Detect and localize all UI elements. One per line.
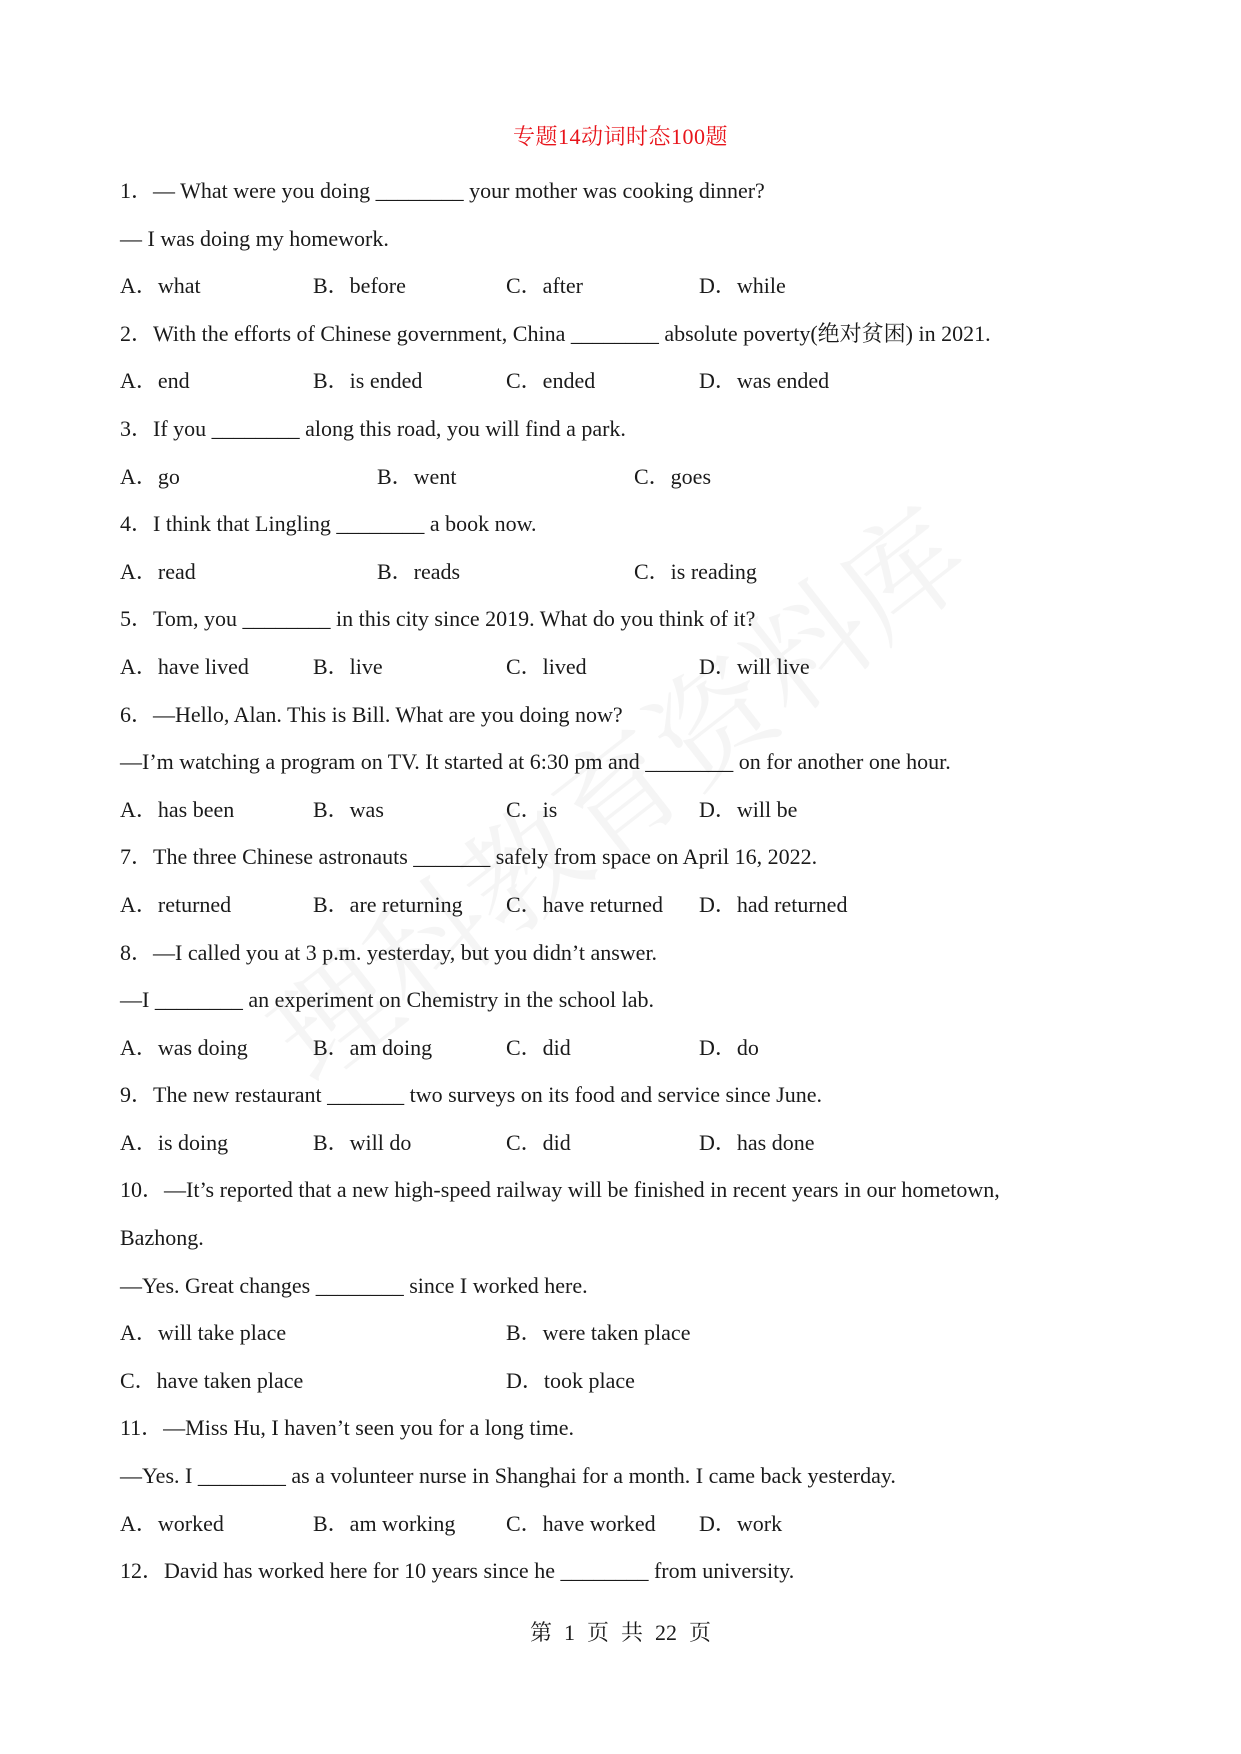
question-line: [120, 1214, 1130, 1262]
answer-option: C．have returned: [506, 891, 663, 917]
answer-option: C．have worked: [506, 1510, 656, 1536]
options-row: [120, 643, 1130, 691]
options-row: [120, 1500, 1130, 1548]
line-text: Bazhong.: [120, 1225, 204, 1251]
answer-option: C．is: [506, 796, 558, 822]
footer-page-number: 1: [563, 1620, 575, 1645]
question-line: [120, 976, 1130, 1024]
answer-option: D．will be: [699, 796, 798, 822]
page-title: 专题14动词时态100题: [512, 124, 728, 149]
answer-option: A．read: [120, 558, 196, 584]
line-text: 4．I think that Lingling ________ a book now.: [120, 511, 537, 537]
line-text: 12．David has worked here for 10 years since he ________ from university.: [120, 1558, 795, 1584]
answer-option: C．lived: [506, 653, 587, 679]
question-line: [120, 215, 1130, 263]
options-row: [120, 453, 1130, 501]
page-footer: [0, 1616, 1241, 1647]
answer-option: D．had returned: [699, 891, 848, 917]
answer-option: A．have lived: [120, 653, 249, 679]
answer-option: B．is ended: [313, 368, 423, 394]
question-line: [120, 405, 1130, 453]
answer-option: B．was: [313, 796, 384, 822]
answer-option: C．have taken place: [120, 1367, 304, 1393]
answer-option: A．is doing: [120, 1129, 229, 1155]
line-text: —I ________ an experiment on Chemistry in the school lab.: [120, 987, 655, 1013]
answer-option: C．after: [506, 273, 583, 299]
answer-option: B．will do: [313, 1129, 412, 1155]
options-row: [120, 548, 1130, 596]
answer-option: C．did: [506, 1129, 571, 1155]
line-text: —Yes. Great changes ________ since I worked here.: [120, 1272, 588, 1298]
answer-option: A．returned: [120, 891, 232, 917]
answer-option: C．did: [506, 1034, 571, 1060]
answer-option: C．ended: [506, 368, 596, 394]
options-row: [120, 357, 1130, 405]
question-line: [120, 738, 1130, 786]
footer-ye2: 页: [689, 1620, 712, 1645]
question-line: [120, 1262, 1130, 1310]
answer-option: C．is reading: [634, 558, 757, 584]
footer-di: 第: [529, 1620, 552, 1645]
answer-option: B．am working: [313, 1510, 456, 1536]
question-line: [120, 1071, 1130, 1119]
line-text: —I’m watching a program on TV. It started at 6:30 pm and ________ on for another one hour.: [120, 749, 951, 775]
answer-option: D．work: [699, 1510, 783, 1536]
answer-option: D．while: [699, 273, 786, 299]
line-text: 5．Tom, you ________ in this city since 2019. What do you think of it?: [120, 606, 756, 632]
answer-option: A．has been: [120, 796, 235, 822]
answer-option: B．reads: [377, 558, 461, 584]
answer-option: A．what: [120, 273, 201, 299]
answer-option: B．before: [313, 273, 406, 299]
line-text: 1．— What were you doing ________ your mother was cooking dinner?: [120, 178, 765, 203]
question-line: [120, 595, 1130, 643]
options-row: [120, 1024, 1130, 1072]
answer-option: D．will live: [699, 653, 810, 679]
question-line: [120, 691, 1130, 739]
options-row: [120, 262, 1130, 310]
options-row: [120, 1357, 1130, 1405]
footer-gong: 共: [621, 1620, 644, 1645]
answer-option: C．goes: [634, 463, 712, 489]
options-row: [120, 1309, 1130, 1357]
answer-option: B．went: [377, 463, 457, 489]
answer-option: D．has done: [699, 1129, 815, 1155]
question-line: [120, 1166, 1130, 1214]
answer-option: A．was doing: [120, 1034, 248, 1060]
question-line: [120, 310, 1130, 358]
answer-option: A．go: [120, 463, 180, 489]
question-line: [120, 1452, 1130, 1500]
question-list: [120, 167, 1130, 1595]
line-text: 7．The three Chinese astronauts _______ safely from space on April 16, 2022.: [120, 844, 818, 870]
answer-option: B．were taken place: [506, 1320, 691, 1346]
answer-option: D．took place: [506, 1367, 635, 1393]
line-text: 11．—Miss Hu, I haven’t seen you for a long time.: [120, 1415, 574, 1441]
question-line: [120, 1404, 1130, 1452]
question-line: [120, 500, 1130, 548]
line-text: 9．The new restaurant _______ two surveys on its food and service since June.: [120, 1082, 823, 1108]
question-line: [120, 833, 1130, 881]
answer-option: B．live: [313, 653, 383, 679]
answer-option: D．was ended: [699, 368, 830, 394]
answer-option: B．are returning: [313, 891, 463, 917]
answer-option: B．am doing: [313, 1034, 433, 1060]
answer-option: A．worked: [120, 1510, 224, 1536]
answer-option: D．do: [699, 1034, 759, 1060]
line-text: 6．—Hello, Alan. This is Bill. What are you doing now?: [120, 701, 623, 727]
answer-option: A．end: [120, 368, 190, 394]
answer-option: A．will take place: [120, 1320, 287, 1346]
options-row: [120, 786, 1130, 834]
footer-ye: 页: [586, 1620, 609, 1645]
line-text: — I was doing my homework.: [120, 225, 389, 251]
line-text: 10．—It’s reported that a new high-speed railway will be finished in recent years in our hometown,: [120, 1177, 1000, 1203]
line-text: 3．If you ________ along this road, you will find a park.: [120, 415, 626, 441]
question-line: [120, 929, 1130, 977]
options-row: [120, 1119, 1130, 1167]
question-line: [120, 167, 1130, 215]
line-text: —Yes. I ________ as a volunteer nurse in Shanghai for a month. I came back yesterday.: [120, 1463, 896, 1489]
line-text: 8．—I called you at 3 p.m. yesterday, but you didn’t answer.: [120, 939, 658, 965]
options-row: [120, 881, 1130, 929]
line-text: 2．With the efforts of Chinese government, China ________ absolute poverty(绝对贫困) in 2021.: [120, 320, 991, 346]
footer-total-pages: 22: [655, 1620, 678, 1645]
question-line: [120, 1547, 1130, 1595]
